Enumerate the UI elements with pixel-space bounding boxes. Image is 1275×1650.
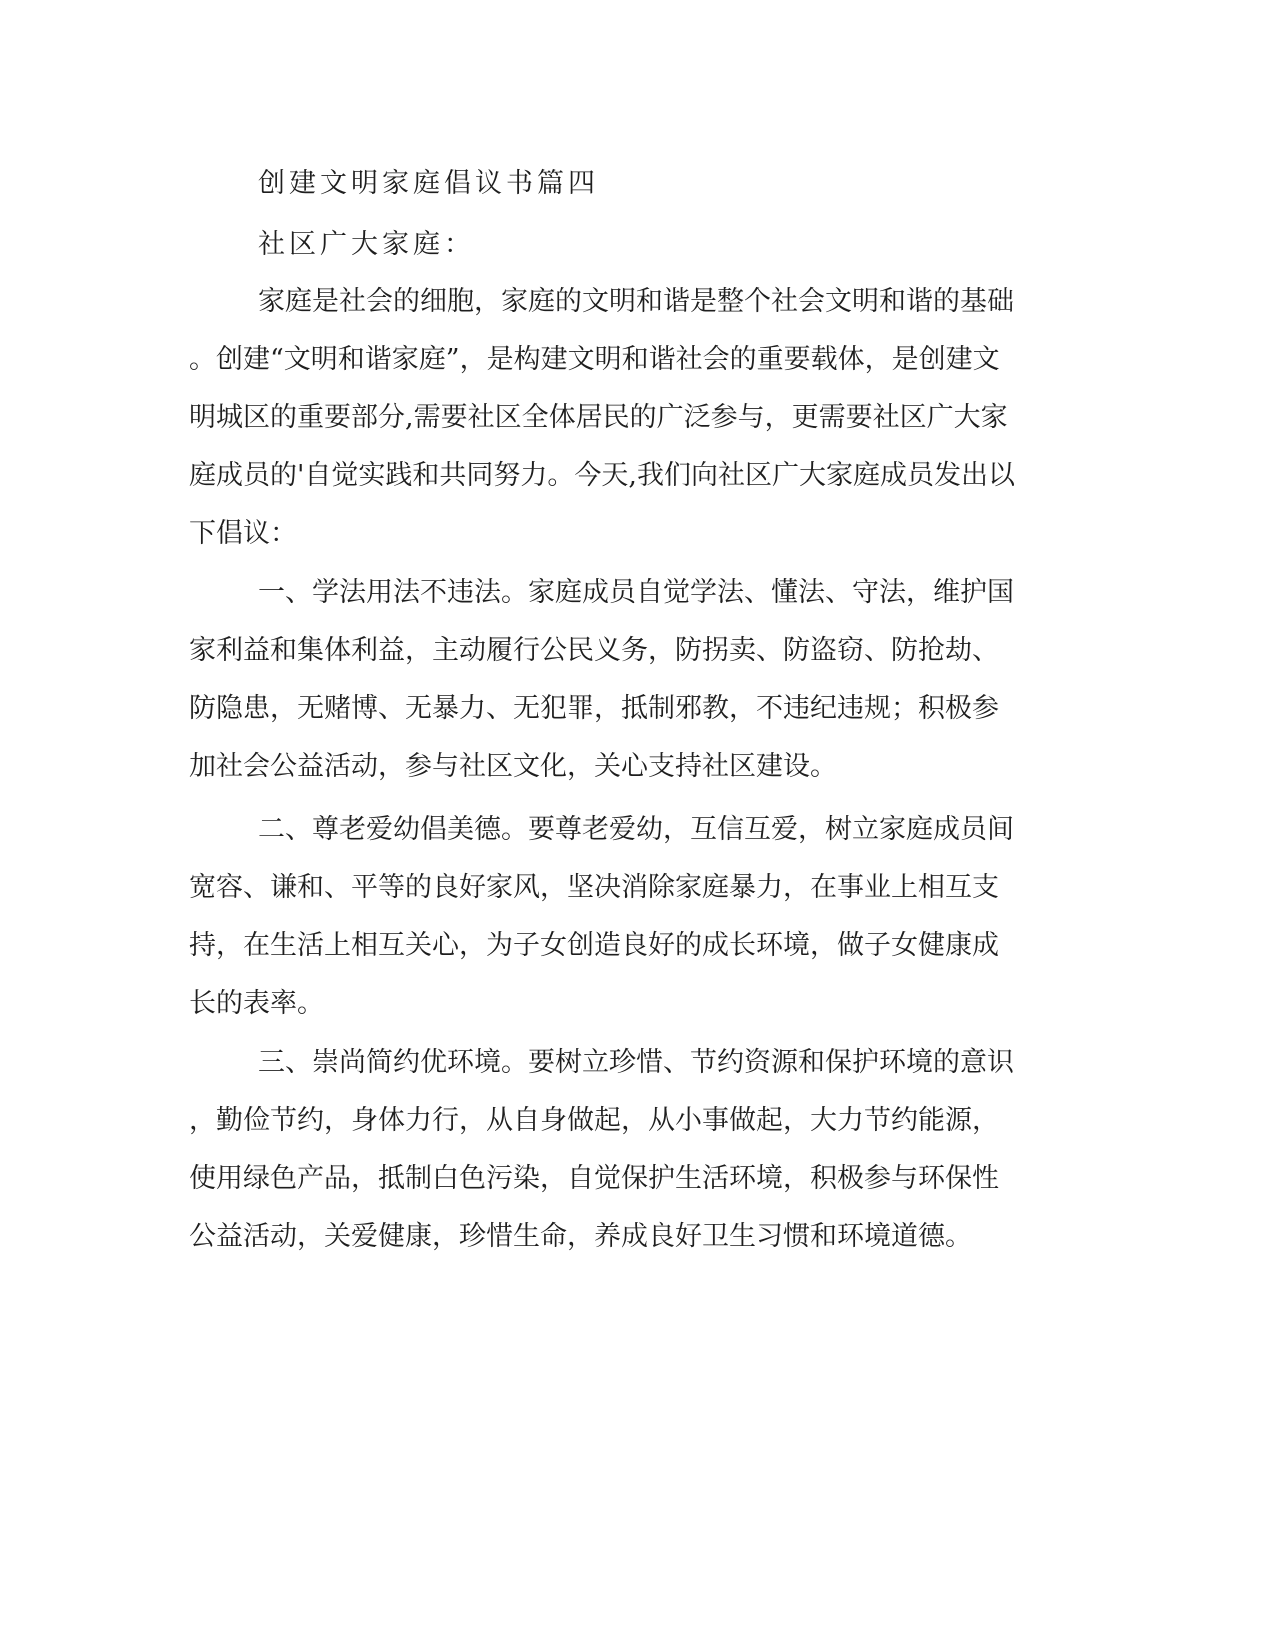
paragraph-1-line-5: 下倡议： [189,518,297,549]
paragraph-2-line-3: 防隐患，无赌博、无暴力、无犯罪，抵制邪教，不违纪违规；积极参 [189,693,999,724]
paragraph-3-line-2: 宽容、谦和、平等的良好家风，坚决消除家庭暴力，在事业上相互支 [189,872,999,903]
paragraph-4-line-3: 使用绿色产品，抵制白色污染，自觉保护生活环境，积极参与环保性 [189,1163,999,1194]
document-title: 创建文明家庭倡议书篇四 [258,168,599,199]
paragraph-2-line-2: 家利益和集体利益，主动履行公民义务，防拐卖、防盗窃、防抢劫、 [189,635,999,666]
salutation: 社区广大家庭： [258,229,475,260]
paragraph-4-line-2: ，勤俭节约，身体力行，从自身做起，从小事做起，大力节约能源， [189,1105,999,1136]
paragraph-1-line-3: 明城区的重要部分,需要社区全体居民的广泛参与，更需要社区广大家 [189,402,1008,433]
paragraph-1-line-4: 庭成员的'自觉实践和共同努力。今天,我们向社区广大家庭成员发出以 [189,460,1016,491]
paragraph-3-line-4: 长的表率。 [189,988,324,1019]
paragraph-3-line-1: 二、尊老爱幼倡美德。要尊老爱幼，互信互爱，树立家庭成员间 [258,814,1014,845]
paragraph-2-line-1: 一、学法用法不违法。家庭成员自觉学法、懂法、守法，维护国 [258,577,1014,608]
paragraph-3-line-3: 持，在生活上相互关心，为子女创造良好的成长环境，做子女健康成 [189,930,999,961]
paragraph-4-line-4: 公益活动，关爱健康，珍惜生命，养成良好卫生习惯和环境道德。 [189,1221,972,1252]
paragraph-1-line-2: 。创建“文明和谐家庭”，是构建文明和谐社会的重要载体，是创建文 [189,344,1000,375]
paragraph-2-line-4: 加社会公益活动，参与社区文化，关心支持社区建设。 [189,751,837,782]
paragraph-4-line-1: 三、崇尚简约优环境。要树立珍惜、节约资源和保护环境的意识 [258,1047,1014,1078]
paragraph-1-line-1: 家庭是社会的细胞，家庭的文明和谐是整个社会文明和谐的基础 [258,286,1014,317]
